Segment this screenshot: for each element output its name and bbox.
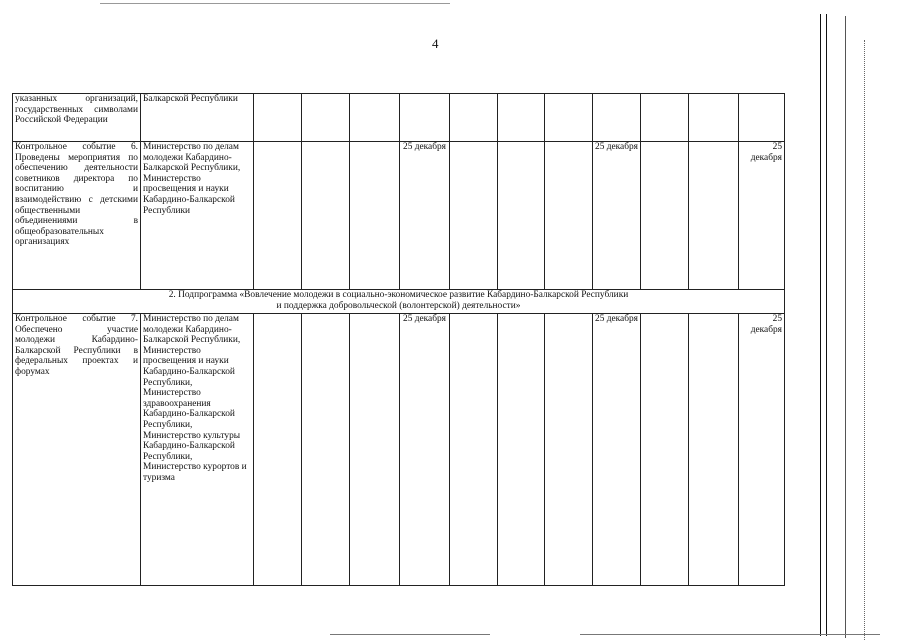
page-number: 4 <box>432 36 439 51</box>
bottom-scan-line-2 <box>580 634 880 635</box>
responsible-cell: Министерство по делам молодежи Кабардино-Балкарской Республики, Министерство просвещения и науки Кабардино-Балкарской Республики, Министерство здравоохранения Кабардино-Балкарской Республики, Министерство культуры Кабардино-Балкарской Республики, Министерство курортов и туризма <box>141 314 254 586</box>
table-row <box>13 142 785 290</box>
subprogram-row <box>13 290 785 314</box>
subprogram-line-2: и поддержка добровольческой (волонтерской) деятельности» <box>276 300 521 311</box>
responsible-cell: Министерство по делам молодежи Кабардино-Балкарской Республики, Министерство просвещения и науки Кабардино-Балкарской Республики <box>141 142 254 290</box>
date-cell: 25 декабря <box>400 142 450 290</box>
table-row <box>13 314 785 586</box>
event-cell: указанных организаций, государственных символами Российской Федерации <box>13 94 141 142</box>
date-cell: 25 декабря <box>593 142 641 290</box>
subprogram-title <box>13 290 785 314</box>
event-cell: Контрольное событие 7. Обеспечено участие молодежи Кабардино-Балкарской Республики в федеральных проектах и форумах <box>13 314 141 586</box>
table-row <box>13 94 785 142</box>
binding-line-2 <box>826 14 827 636</box>
top-scan-line <box>100 3 450 4</box>
responsible-cell: Балкарской Республики <box>141 94 254 142</box>
bottom-scan-line-1 <box>330 634 490 635</box>
subprogram-line-1: 2. Подпрограмма «Вовлечение молодежи в социально-экономическое развитие Кабардино-Балкарской Республики <box>168 290 629 300</box>
date-cell: 25 декабря <box>593 314 641 586</box>
event-cell: Контрольное событие 6. Проведены мероприятия по обеспечению деятельности советников директора по воспитанию и взаимодействию с детскими общественными объединениями в общеобразовательных организациях <box>13 142 141 290</box>
binding-line-1 <box>820 14 821 636</box>
date-cell: 25 декабря <box>739 314 785 586</box>
date-cell: 25 декабря <box>400 314 450 586</box>
edge-dots <box>864 40 866 640</box>
date-cell: 25 декабря <box>739 142 785 290</box>
binding-line-3 <box>845 16 846 638</box>
schedule-table <box>12 93 785 586</box>
